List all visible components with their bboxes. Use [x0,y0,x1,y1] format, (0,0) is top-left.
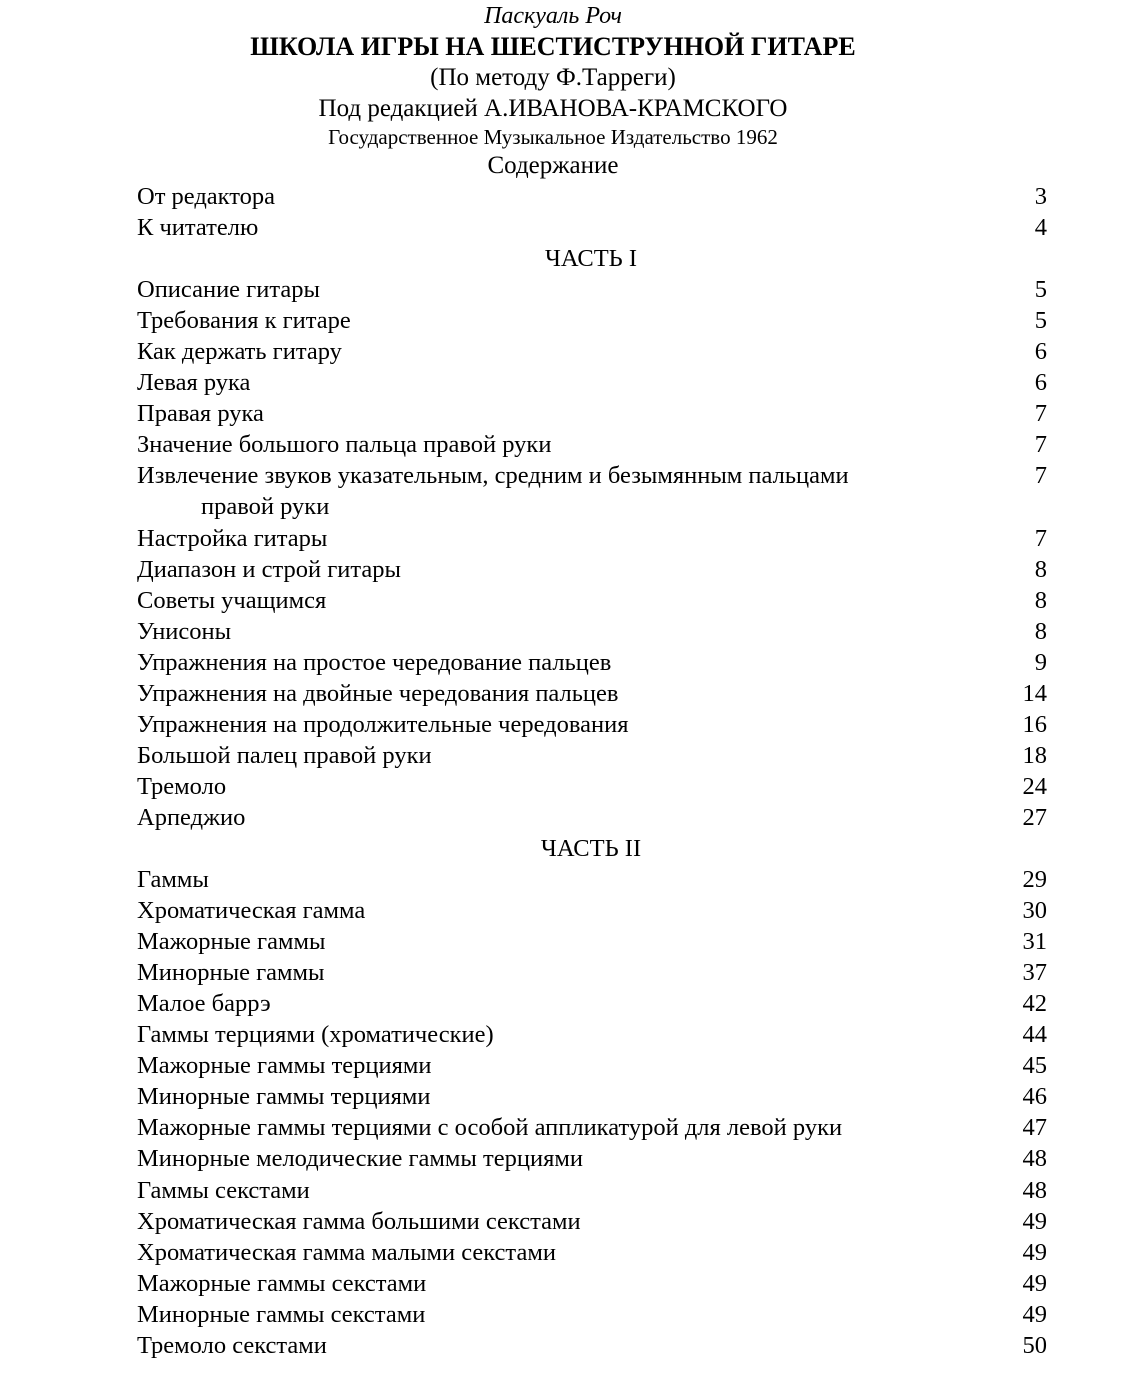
toc-entry-title: Мажорные гаммы терциями с особой аппликатурой для левой руки [137,1114,843,1142]
toc-entry [137,460,1047,522]
toc-entry [137,1050,1047,1081]
toc-entry-page: 7 [1034,524,1047,552]
book-subtitle: (По методу Ф.Тарреги) [430,64,676,91]
toc-entry-page: 48 [1022,1145,1047,1173]
toc-entry-page: 49 [1022,1269,1047,1297]
toc-entry-title: Левая рука [137,369,251,397]
toc-entry [137,367,1047,398]
toc-entry-title: Упражнения на простое чередование пальцев [137,648,612,676]
toc-entry [137,585,1047,616]
toc-entry-page: 24 [1022,772,1047,800]
toc-entry [137,926,1047,957]
toc-entry-page: 14 [1022,679,1047,707]
toc-entry [137,771,1047,802]
toc-entry [137,1206,1047,1237]
toc-entry-title: Значение большого пальца правой руки [137,431,552,459]
toc-entry [137,523,1047,554]
book-title: ШКОЛА ИГРЫ НА ШЕСТИСТРУННОЙ ГИТАРЕ [250,32,856,61]
toc-entry-page: 29 [1022,866,1047,894]
toc-entry-title: Мажорные гаммы [137,928,326,956]
toc-entry-title: Большой палец правой руки [137,741,432,769]
toc-entry-title-line1: Извлечение звуков указательным, средним и безымянным пальцами [137,462,849,490]
toc-entry-title: Как держать гитару [137,338,342,366]
toc-entry-title: К читателю [137,214,259,242]
part-heading [137,833,1047,864]
toc-entry [137,802,1047,833]
toc-entry-page: 6 [1034,369,1047,397]
toc-entry [137,740,1047,771]
toc-entry [137,709,1047,740]
toc-entry-title: Описание гитары [137,276,320,304]
toc-entry-title: Минорные гаммы секстами [137,1300,426,1328]
toc-entry-title: Тремоло [137,772,227,800]
toc-entry-title: Минорные гаммы [137,959,325,987]
toc-entry-title: Упражнения на двойные чередования пальцев [137,679,619,707]
toc-entry-title: Унисоны [137,617,232,645]
toc-entry-page: 3 [1034,183,1047,210]
toc-entry-title: От редактора [137,183,276,210]
toc-entry-page: 49 [1022,1238,1047,1266]
toc-entry [137,181,1047,212]
toc-entry [137,212,1047,243]
toc-entry [137,1081,1047,1112]
part-heading [137,243,1047,274]
toc-entry [137,554,1047,585]
toc-entry-title: Малое баррэ [137,990,271,1018]
toc-entry-page: 5 [1034,276,1047,304]
toc-entry [137,616,1047,647]
toc-entry-title: Требования к гитаре [137,307,351,335]
toc-entry [137,1143,1047,1174]
toc-entry-page: 30 [1022,897,1047,925]
editor-line: Под редакцией А.ИВАНОВА-КРАМСКОГО [318,95,788,122]
toc-entry-page: 6 [1034,338,1047,366]
toc-entry-page: 8 [1034,586,1047,614]
toc-entry-page: 16 [1022,710,1047,738]
toc-entry [137,1175,1047,1206]
toc-entry-page: 8 [1034,617,1047,645]
toc-entry-title: Гаммы секстами [137,1176,310,1204]
toc-entry-title: Арпеджио [137,803,246,831]
toc-entry-title: Упражнения на продолжительные чередования [137,710,629,738]
toc-entry-page: 5 [1034,307,1047,335]
toc-entry [137,1237,1047,1268]
toc-entry-title: Мажорные гаммы терциями [137,1052,432,1080]
toc-entry-page: 45 [1022,1052,1047,1080]
toc-entry-page: 49 [1022,1207,1047,1235]
toc-entry [137,398,1047,429]
toc-entry [137,429,1047,460]
toc-entry-page: 31 [1022,928,1047,956]
toc-entry [137,1330,1047,1361]
toc-entry-title: Диапазон и строй гитары [137,555,401,583]
toc-entry [137,864,1047,895]
toc-entry-page: 46 [1022,1083,1047,1111]
toc-entry-title: Советы учащимся [137,586,327,614]
toc-entry [137,1268,1047,1299]
toc-entry [137,678,1047,709]
part-heading-label: ЧАСТЬ I [544,245,638,273]
toc-entry-title: Хроматическая гамма малыми секстами [137,1238,556,1266]
toc-entry-title [137,460,937,522]
toc-entry [137,647,1047,678]
toc-entry-title: Правая рука [137,400,264,428]
toc-entry-title: Минорные гаммы терциями [137,1083,431,1111]
toc-entry-page: 47 [1022,1114,1047,1142]
toc-entry-page: 50 [1022,1331,1047,1359]
toc-entry [137,1019,1047,1050]
toc-entry [137,336,1047,367]
toc-entry-title-line2: правой руки [201,493,330,521]
toc-entry-page: 42 [1022,990,1047,1018]
toc-entry-page: 4 [1034,214,1047,242]
toc-entry-page: 7 [1034,462,1047,490]
toc-entry [137,305,1047,336]
toc-entry-page: 18 [1022,741,1047,769]
toc-entry-page: 27 [1022,803,1047,831]
toc-entry-page: 7 [1034,431,1047,459]
toc-entry-page: 7 [1034,400,1047,428]
toc-entry [137,1299,1047,1330]
toc-entry-title: Минорные мелодические гаммы терциями [137,1145,583,1173]
publisher-line: Государственное Музыкальное Издательство 1962 [328,125,778,149]
toc-entry-title: Тремоло секстами [137,1331,327,1359]
toc-entry-page: 49 [1022,1300,1047,1328]
toc-entry-page: 9 [1034,648,1047,676]
toc-entry-page: 8 [1034,555,1047,583]
toc-entry [137,274,1047,305]
toc-entry-title: Хроматическая гамма [137,897,366,925]
toc-entry-title: Гаммы [137,866,209,894]
toc-entry-page: 48 [1022,1176,1047,1204]
table-of-contents [137,181,1047,1361]
toc-entry-page: 37 [1022,959,1047,987]
part-heading-label: ЧАСТЬ II [540,834,642,862]
toc-entry-page: 44 [1022,1021,1047,1049]
toc-entry [137,1112,1047,1143]
author-name: Паскуаль Роч [484,3,622,29]
toc-entry-title: Гаммы терциями (хроматические) [137,1021,494,1049]
toc-entry [137,895,1047,926]
toc-entry-title: Настройка гитары [137,524,328,552]
toc-entry [137,988,1047,1019]
toc-entry-title: Хроматическая гамма большими секстами [137,1207,581,1235]
toc-entry-title: Мажорные гаммы секстами [137,1269,427,1297]
contents-heading: Содержание [487,152,619,179]
toc-entry [137,957,1047,988]
